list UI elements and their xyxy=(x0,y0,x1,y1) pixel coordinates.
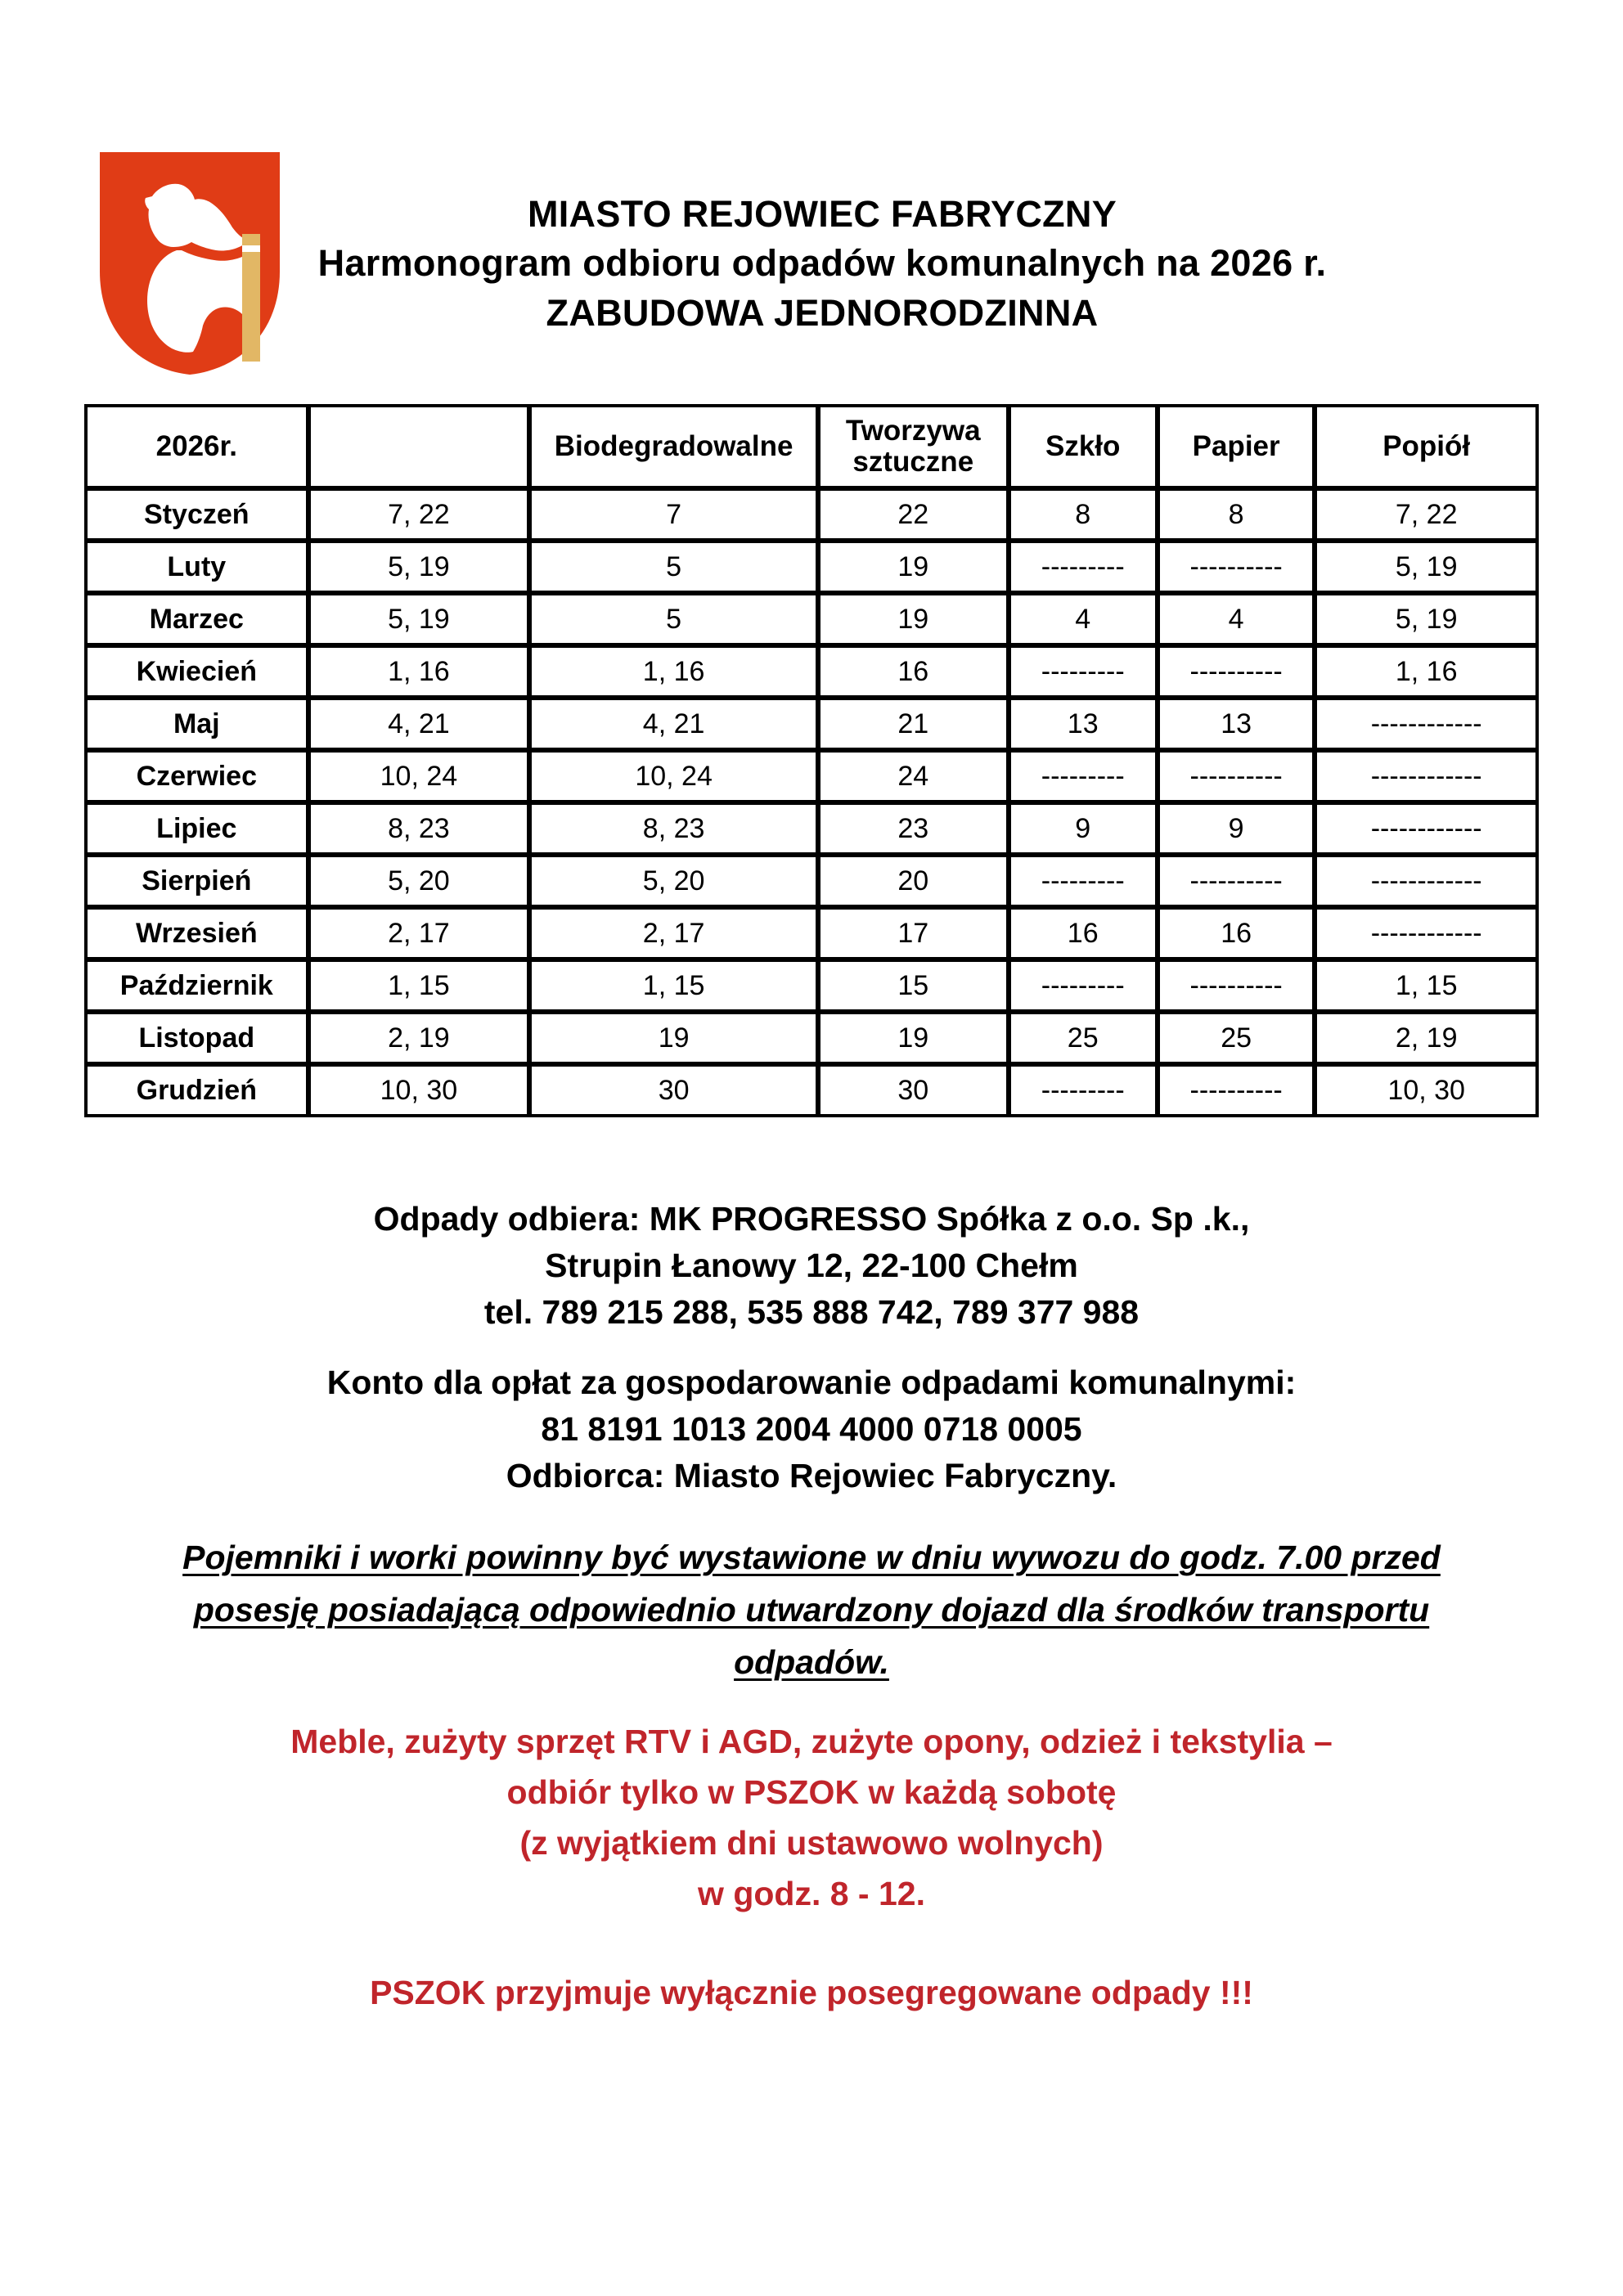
page-subtitle: Harmonogram odbioru odpadów komunalnych na 2026 r. xyxy=(317,242,1327,284)
cell-mixed: 1, 16 xyxy=(309,646,529,697)
cell-paper: 9 xyxy=(1158,803,1314,854)
collector-contact-block xyxy=(0,1196,1623,1336)
account-recipient: Odbiorca: Miasto Rejowiec Fabryczny. xyxy=(506,1457,1117,1494)
table-body xyxy=(86,489,1537,1116)
cell-plastics: 20 xyxy=(819,856,1008,906)
month-label: Styczeń xyxy=(86,489,308,540)
page-subtitle-building-type: ZABUDOWA JEDNORODZINNA xyxy=(546,292,1099,334)
cell-plastics: 19 xyxy=(819,541,1008,592)
coat-of-arms-icon xyxy=(97,149,283,378)
column-header-mixed: Zmieszane xyxy=(309,406,529,488)
collection-schedule-table xyxy=(84,404,1539,1117)
cell-glass: --------- xyxy=(1009,646,1157,697)
pszok-line-3: (z wyjątkiem dni ustawowo wolnych) xyxy=(519,1824,1104,1862)
column-header-glass: Szkło xyxy=(1009,406,1157,488)
cell-paper: 16 xyxy=(1158,908,1314,959)
cell-bio: 4, 21 xyxy=(530,699,817,749)
table-row xyxy=(86,699,1537,749)
cell-glass: 4 xyxy=(1009,594,1157,645)
cell-paper: 4 xyxy=(1158,594,1314,645)
table-row xyxy=(86,751,1537,802)
cell-plastics: 16 xyxy=(819,646,1008,697)
column-header-ash: Popiół xyxy=(1315,406,1537,488)
cell-bio: 5 xyxy=(530,541,817,592)
cell-ash: 5, 19 xyxy=(1315,541,1537,592)
cell-glass: 16 xyxy=(1009,908,1157,959)
cell-paper: 13 xyxy=(1158,699,1314,749)
table-row xyxy=(86,1065,1537,1116)
pszok-line-4: w godz. 8 - 12. xyxy=(698,1875,925,1912)
table-row xyxy=(86,594,1537,645)
cell-ash: ------------ xyxy=(1315,751,1537,802)
collector-company-line: Odpady odbiera: MK PROGRESSO Spółka z o.o. Sp .k., xyxy=(373,1200,1250,1238)
notice-line-2: posesję posiadającą odpowiednio utwardzony dojazd dla środków transportu xyxy=(193,1591,1430,1629)
column-header-year: 2026r. xyxy=(86,406,308,488)
cell-mixed: 5, 19 xyxy=(309,594,529,645)
account-intro-line: Konto dla opłat za gospodarowanie odpadami komunalnymi: xyxy=(326,1364,1297,1401)
notice-line-3: odpadów. xyxy=(734,1643,889,1681)
cell-plastics: 21 xyxy=(819,699,1008,749)
cell-mixed: 10, 30 xyxy=(309,1065,529,1116)
cell-ash: 2, 19 xyxy=(1315,1013,1537,1063)
table-row xyxy=(86,1013,1537,1063)
final-notice-text: PSZOK przyjmuje wyłącznie posegregowane odpady !!! xyxy=(370,1974,1253,2011)
cell-paper: ---------- xyxy=(1158,541,1314,592)
notice-line-1: Pojemniki i worki powinny być wystawione w dniu wywozu do godz. 7.00 przed xyxy=(182,1539,1441,1576)
cell-glass: --------- xyxy=(1009,751,1157,802)
pszok-line-2: odbiór tylko w PSZOK w każdą sobotę xyxy=(506,1773,1117,1811)
cell-ash: ------------ xyxy=(1315,856,1537,906)
cell-mixed: 8, 23 xyxy=(309,803,529,854)
cell-paper: ---------- xyxy=(1158,1065,1314,1116)
column-header-plastics: Tworzywa sztuczne xyxy=(819,406,1008,488)
column-header-paper: Papier xyxy=(1158,406,1314,488)
cell-paper: ---------- xyxy=(1158,646,1314,697)
cell-glass: --------- xyxy=(1009,1065,1157,1116)
month-label: Kwiecień xyxy=(86,646,308,697)
title-group xyxy=(294,190,1350,339)
pszok-info-block xyxy=(0,1716,1623,1919)
final-notice-block xyxy=(0,1970,1623,2015)
month-label: Luty xyxy=(86,541,308,592)
month-label: Lipiec xyxy=(86,803,308,854)
cell-paper: ---------- xyxy=(1158,751,1314,802)
cell-ash: ------------ xyxy=(1315,908,1537,959)
placement-notice-block xyxy=(0,1531,1623,1688)
table-header-row xyxy=(86,406,1537,488)
cell-paper: ---------- xyxy=(1158,856,1314,906)
cell-glass: 8 xyxy=(1009,489,1157,540)
collector-address-line: Strupin Łanowy 12, 22-100 Chełm xyxy=(545,1247,1078,1284)
table-row xyxy=(86,856,1537,906)
cell-plastics: 15 xyxy=(819,960,1008,1011)
cell-glass: --------- xyxy=(1009,856,1157,906)
month-label: Listopad xyxy=(86,1013,308,1063)
cell-bio: 5, 20 xyxy=(530,856,817,906)
cell-ash: 1, 15 xyxy=(1315,960,1537,1011)
cell-glass: 25 xyxy=(1009,1013,1157,1063)
month-label: Czerwiec xyxy=(86,751,308,802)
collector-phone-line: tel. 789 215 288, 535 888 742, 789 377 988 xyxy=(483,1293,1140,1331)
cell-bio: 2, 17 xyxy=(530,908,817,959)
cell-ash: 10, 30 xyxy=(1315,1065,1537,1116)
cell-paper: 25 xyxy=(1158,1013,1314,1063)
month-label: Maj xyxy=(86,699,308,749)
month-label: Sierpień xyxy=(86,856,308,906)
payment-account-block xyxy=(0,1359,1623,1499)
month-label: Wrzesień xyxy=(86,908,308,959)
cell-plastics: 19 xyxy=(819,594,1008,645)
pszok-line-1: Meble, zużyty sprzęt RTV i AGD, zużyte opony, odzież i tekstylia – xyxy=(290,1723,1333,1760)
cell-plastics: 23 xyxy=(819,803,1008,854)
table-row xyxy=(86,489,1537,540)
cell-mixed: 2, 19 xyxy=(309,1013,529,1063)
table-row xyxy=(86,646,1537,697)
cell-ash: ------------ xyxy=(1315,803,1537,854)
month-label: Grudzień xyxy=(86,1065,308,1116)
cell-glass: 9 xyxy=(1009,803,1157,854)
table-row xyxy=(86,908,1537,959)
cell-bio: 10, 24 xyxy=(530,751,817,802)
cell-ash: 7, 22 xyxy=(1315,489,1537,540)
document-header xyxy=(0,139,1623,384)
cell-bio: 8, 23 xyxy=(530,803,817,854)
cell-plastics: 30 xyxy=(819,1065,1008,1116)
cell-mixed: 5, 20 xyxy=(309,856,529,906)
cell-bio: 1, 16 xyxy=(530,646,817,697)
table-row xyxy=(86,803,1537,854)
cell-ash: ------------ xyxy=(1315,699,1537,749)
cell-glass: --------- xyxy=(1009,960,1157,1011)
schedule-table-wrapper xyxy=(84,404,1539,1117)
cell-bio: 7 xyxy=(530,489,817,540)
column-header-bio: Biodegradowalne xyxy=(530,406,817,488)
cell-glass: 13 xyxy=(1009,699,1157,749)
cell-mixed: 10, 24 xyxy=(309,751,529,802)
cell-plastics: 17 xyxy=(819,908,1008,959)
cell-bio: 1, 15 xyxy=(530,960,817,1011)
cell-plastics: 22 xyxy=(819,489,1008,540)
cell-mixed: 1, 15 xyxy=(309,960,529,1011)
cell-plastics: 19 xyxy=(819,1013,1008,1063)
account-number: 81 8191 1013 2004 4000 0718 0005 xyxy=(541,1410,1082,1448)
cell-bio: 30 xyxy=(530,1065,817,1116)
month-label: Październik xyxy=(86,960,308,1011)
cell-ash: 5, 19 xyxy=(1315,594,1537,645)
month-label: Marzec xyxy=(86,594,308,645)
cell-mixed: 4, 21 xyxy=(309,699,529,749)
page-title: MIASTO REJOWIEC FABRYCZNY xyxy=(527,193,1117,235)
table-row xyxy=(86,541,1537,592)
cell-mixed: 5, 19 xyxy=(309,541,529,592)
cell-bio: 19 xyxy=(530,1013,817,1063)
cell-ash: 1, 16 xyxy=(1315,646,1537,697)
table-row xyxy=(86,960,1537,1011)
cell-mixed: 2, 17 xyxy=(309,908,529,959)
cell-mixed: 7, 22 xyxy=(309,489,529,540)
cell-plastics: 24 xyxy=(819,751,1008,802)
cell-paper: 8 xyxy=(1158,489,1314,540)
cell-bio: 5 xyxy=(530,594,817,645)
cell-paper: ---------- xyxy=(1158,960,1314,1011)
cell-glass: --------- xyxy=(1009,541,1157,592)
